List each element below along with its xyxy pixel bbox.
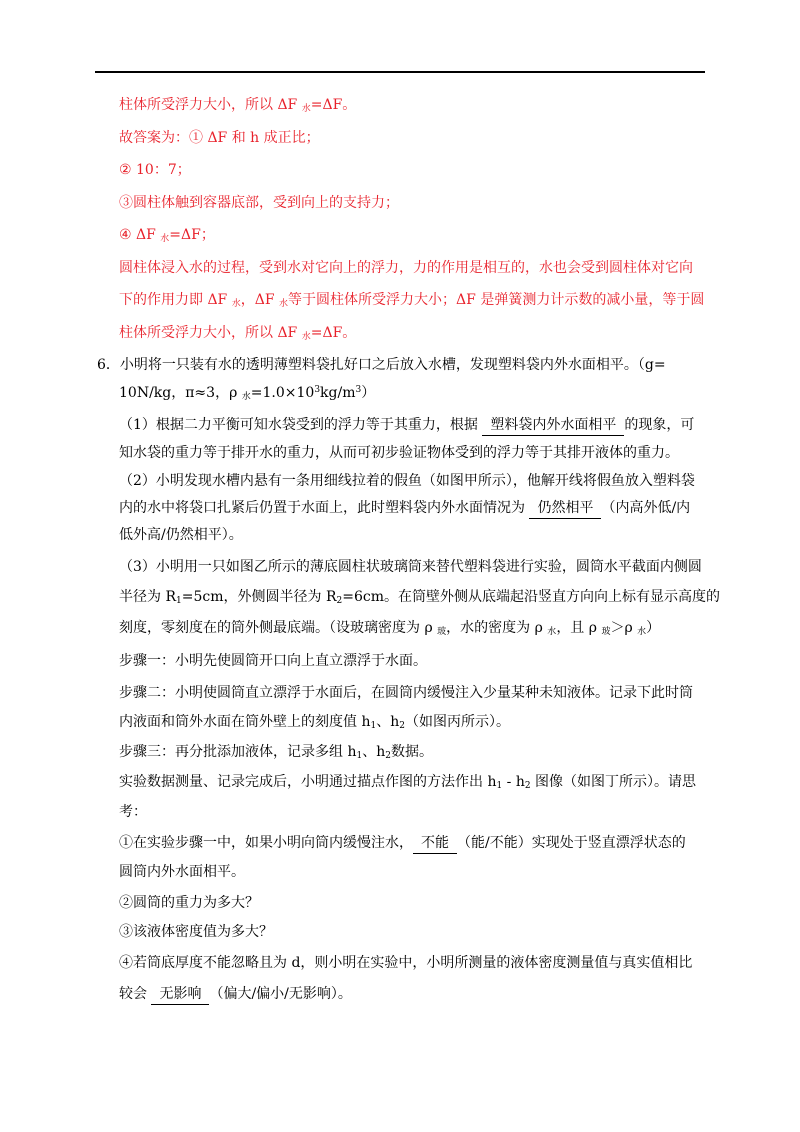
q6-subq-1-line-1: ①在实验步骤一中，如果小明向筒内缓慢注水， 不能 （能/不能）实现处于竖直漂浮状态的 (119, 833, 686, 854)
q6-part3-line-2: 半径为 $R_1=5cm$，外侧圆半径为 $R_2=6cm$。在筒壁外侧从底端起沿竖直方向向上标有显示高度的 (119, 589, 720, 606)
q6-step-1: 步骤一：小明先使圆筒开口向上直立漂浮于水面。 (119, 653, 427, 669)
header-rule (95, 71, 705, 73)
answer-blank: 不能 (413, 833, 457, 854)
q6-data-line-2: 考： (119, 804, 147, 820)
q6-line-1: 6．小明将一只装有水的透明薄塑料袋扎好口之后放入水槽，发现塑料袋内外水面相平。（g= (97, 357, 666, 373)
answer-line-4: ③圆柱体触到容器底部，受到向上的支持力； (119, 195, 399, 211)
q6-subq-4-line-1: ④若筒底厚度不能忽略且为 d，则小明在实验中，小明所测量的液体密度测量值与真实值相比 (119, 955, 693, 971)
answer-line-3: ② 10：7； (119, 162, 191, 178)
answer-line-1: 柱体所受浮力大小，所以 ΔF $_水$=ΔF。 (119, 97, 357, 114)
q6-subq-2: ②圆筒的重力为多大？ (119, 895, 259, 911)
q6-part2-line-1: （2）小明发现水槽内悬有一条用细线拉着的假鱼（如图甲所示），他解开线将假鱼放入塑料袋 (119, 473, 695, 489)
answer-blank: 无影响 (151, 984, 209, 1005)
q6-data-line-1: 实验数据测量、记录完成后，小明通过描点作图的方法作出 $h_1 - h_2$ 图像（如图丁所示）。请思 (119, 774, 697, 791)
q6-part3-line-1: （3）小明用一只如图乙所示的薄底圆柱状玻璃筒来替代塑料袋进行实验，圆筒水平截面内侧圆 (119, 559, 702, 575)
q6-part1-line-1: （1）根据二力平衡可知水袋受到的浮力等于其重力，根据 塑料袋内外水面相平 的现象，可 (119, 415, 694, 436)
q6-subq-4-line-2: 较会 无影响 （偏大/偏小/无影响）。 (119, 984, 352, 1005)
q6-step-2-line-1: 步骤二：小明使圆筒直立漂浮于水面后，在圆筒内缓慢注入少量某种未知液体。记录下此时筒 (119, 685, 693, 701)
q6-part1-line-2: 知水袋的重力等于排开水的重力，从而可初步验证物体受到的浮力等于其排开液体的重力。 (119, 445, 679, 461)
answer-blank: 塑料袋内外水面相平 (482, 415, 624, 436)
q6-part3-line-3: 刻度，零刻度在的筒外侧最底端。（设玻璃密度为 ρ $_玻$，水的密度为 ρ $_水$，且 ρ $_玻$＞ρ $_水$） (119, 620, 661, 637)
q6-step-2-line-2: 内液面和筒外水面在筒外壁上的刻度值 $h_1$、$h_2$（如图丙所示）。 (119, 714, 510, 731)
q6-step-3: 步骤三：再分批添加液体，记录多组 $h_1$、$h_2$数据。 (119, 744, 433, 761)
q6-subq-1-line-2: 圆筒内外水面相平。 (119, 864, 245, 880)
answer-blank: 仍然相平 (529, 498, 601, 519)
q6-part2-line-3: 低外高/仍然相平）。 (119, 527, 243, 543)
answer-line-2: 故答案为：① ΔF 和 h 成正比； (119, 130, 320, 146)
q6-subq-3: ③该液体密度值为多大？ (119, 924, 273, 940)
q6-line-2: 10N/kg，π≈3，ρ $_水=1.0\times 10^3kg/m^3$） (119, 385, 376, 402)
answer-line-8: 柱体所受浮力大小，所以 ΔF $_水$=ΔF。 (119, 325, 357, 342)
answer-line-7: 下的作用力即 ΔF $_水$，ΔF $_水$等于圆柱体所受浮力大小；ΔF 是弹簧测力计示数的减小量，等于圆 (119, 292, 705, 309)
answer-line-5: ④ ΔF $_水$=ΔF； (119, 227, 215, 244)
q6-part2-line-2: 内的水中将袋口扎紧后仍置于水面上，此时塑料袋内外水面情况为 仍然相平 （内高外低/内 (119, 498, 690, 519)
answer-line-6: 圆柱体浸入水的过程，受到水对它向上的浮力，力的作用是相互的，水也会受到圆柱体对它向 (119, 260, 693, 276)
